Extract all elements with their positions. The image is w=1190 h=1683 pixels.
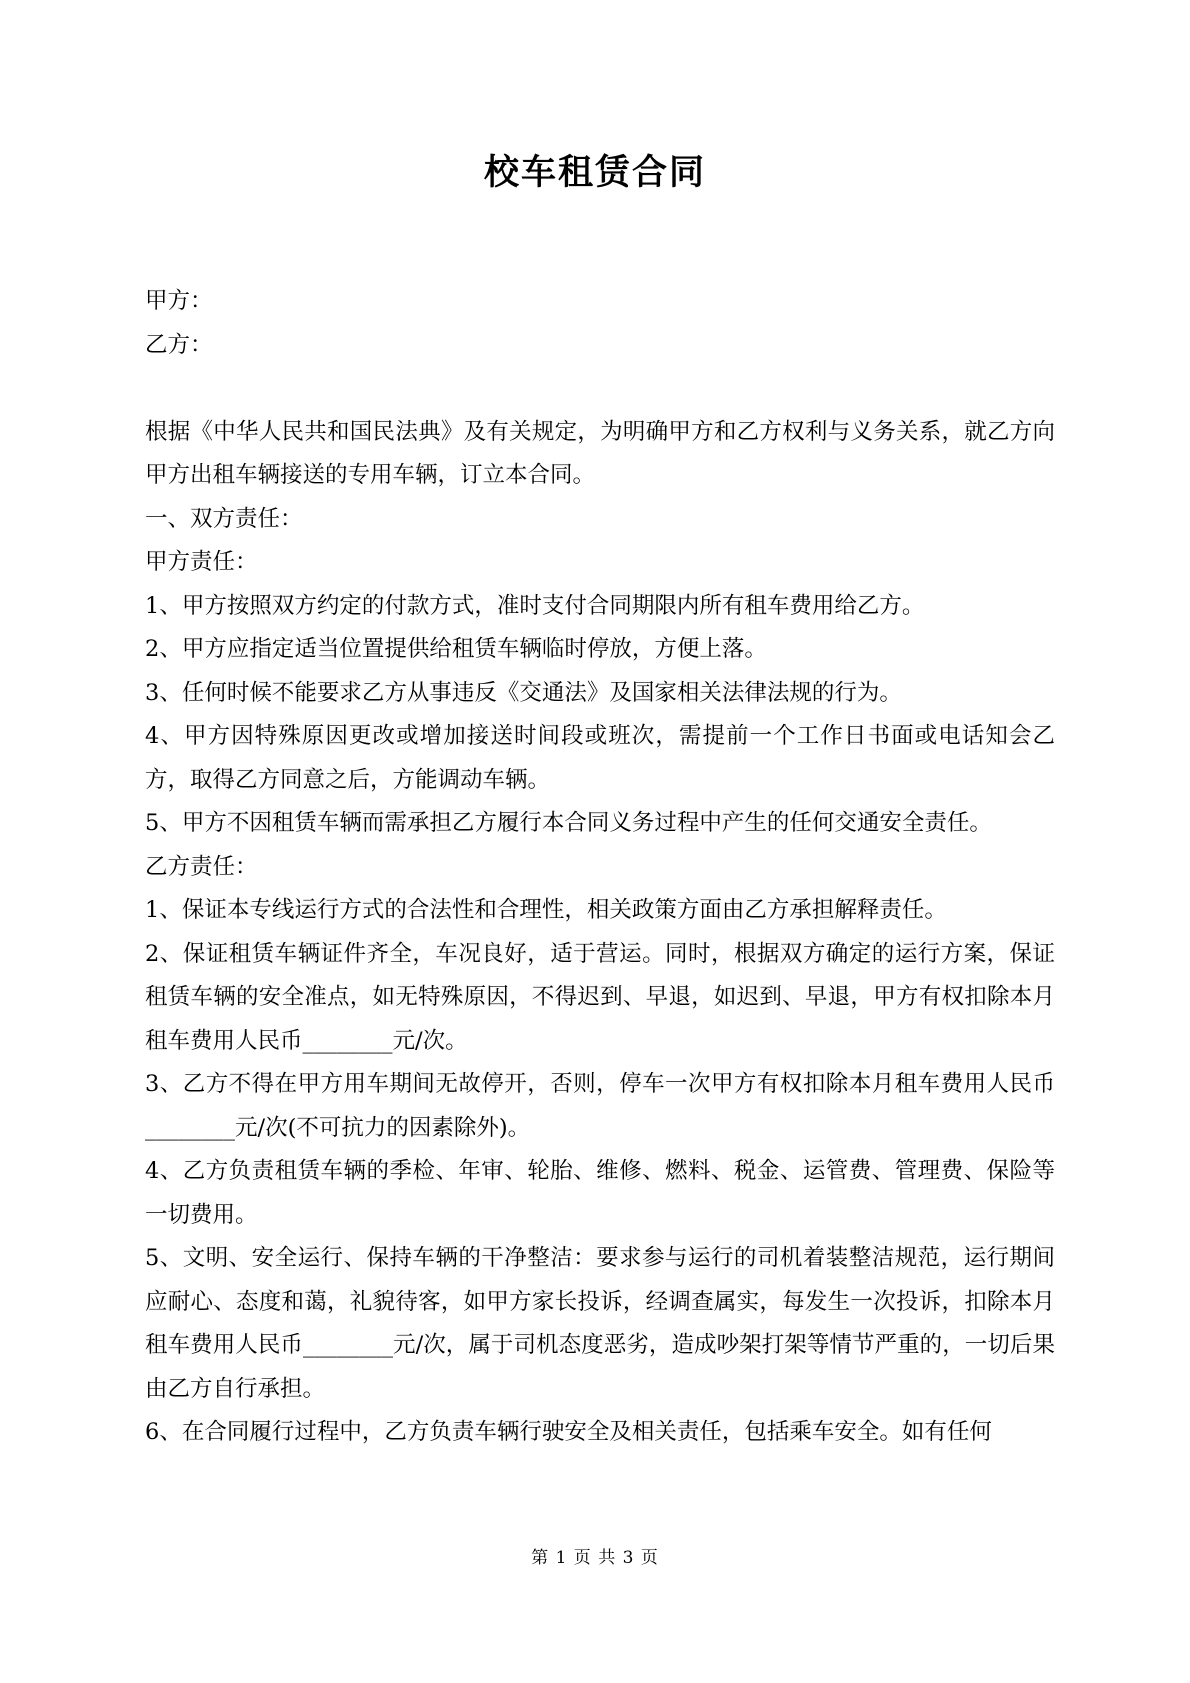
party-a-duty-item: 3、任何时候不能要求乙方从事违反《交通法》及国家相关法律法规的行为。: [145, 679, 902, 706]
party-a-line: 甲方：: [145, 288, 213, 314]
document-title: 校车租赁合同: [483, 152, 706, 193]
party-b-duty-item: 6、在合同履行过程中，乙方负责车辆行驶安全及相关责任，包括乘车安全。如有任何: [145, 1419, 992, 1445]
spacer: [145, 367, 1055, 411]
intro-paragraph: 根据《中华人民共和国民法典》及有关规定，为明确甲方和乙方权利与义务关系，就乙方向甲方出租车辆接送的专用车辆，订立本合同。: [145, 418, 1055, 488]
party-b-line: 乙方：: [145, 331, 213, 358]
party-a-duty-item: 2、甲方应指定适当位置提供给租赁车辆临时停放，方便上落。: [145, 636, 767, 662]
document-body: [145, 280, 1055, 1455]
party-b-duty-item: 4、乙方负责租赁车辆的季检、年审、轮胎、维修、燃料、税金、运管费、管理费、保险等一切费用。: [145, 1158, 1055, 1228]
party-b-duty-item: 2、保证租赁车辆证件齐全，车况良好，适于营运。同时，根据双方确定的运行方案，保证租赁车辆的安全准点，如无特殊原因，不得迟到、早退，如迟到、早退，甲方有权扣除本月租车费用人民币________元/次。: [145, 940, 1055, 1054]
party-b-duty-item: 3、乙方不得在甲方用车期间无故停开，否则，停车一次甲方有权扣除本月租车费用人民币________元/次(不可抗力的因素除外)。: [145, 1071, 1055, 1141]
party-a-duty-item: 5、甲方不因租赁车辆而需承担乙方履行本合同义务过程中产生的任何交通安全责任。: [145, 810, 992, 836]
page-footer: 第 1 页 共 3 页: [531, 1548, 659, 1568]
party-b-duty-item: 5、文明、安全运行、保持车辆的干净整洁：要求参与运行的司机着装整洁规范，运行期间应耐心、态度和蔼，礼貌待客，如甲方家长投诉，经调查属实，每发生一次投诉，扣除本月租车费用人民币________元/次，属于司机态度恶劣，造成吵架打架等情节严重的，一切后果由乙方自行承担。: [145, 1245, 1055, 1402]
party-a-duties-heading: 甲方责任：: [145, 549, 258, 575]
section-heading: 一、双方责任：: [145, 505, 303, 532]
party-a-duty-item: 4、甲方因特殊原因更改或增加接送时间段或班次，需提前一个工作日书面或电话知会乙方，取得乙方同意之后，方能调动车辆。: [145, 723, 1055, 793]
party-a-duty-item: 1、甲方按照双方约定的付款方式，准时支付合同期限内所有租车费用给乙方。: [145, 592, 925, 619]
party-b-duties-heading: 乙方责任：: [145, 853, 258, 880]
party-b-duty-item: 1、保证本专线运行方式的合法性和合理性，相关政策方面由乙方承担解释责任。: [145, 897, 947, 923]
